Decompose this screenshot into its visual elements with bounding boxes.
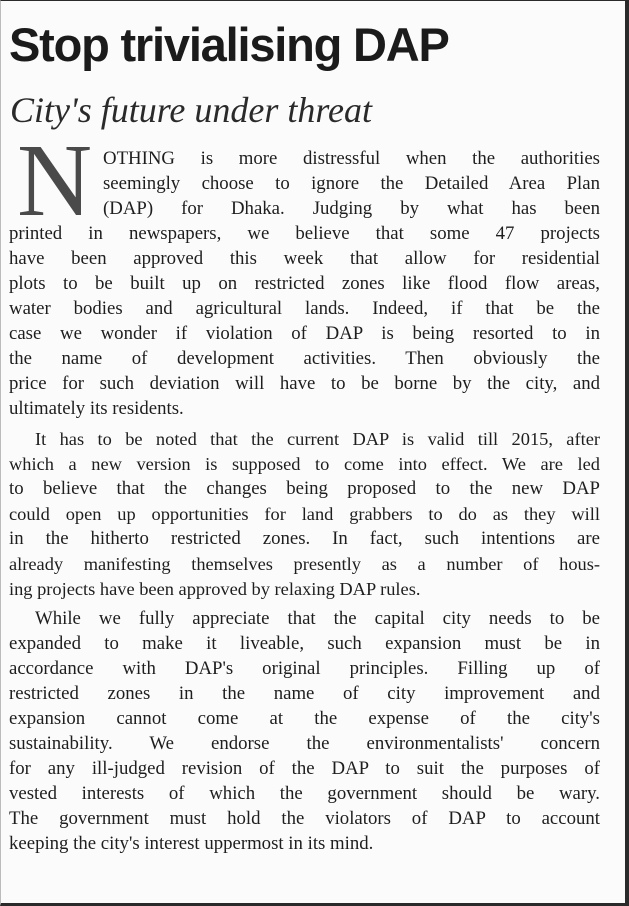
text-line: sustainability. We endorse the environmentalists' concern: [9, 733, 600, 754]
text-line: expansion cannot come at the expense of the city's: [9, 708, 600, 729]
text-line: case we wonder if violation of DAP is being resorted to in: [9, 323, 600, 344]
text-line: The government must hold the violators of DAP to account: [9, 808, 600, 829]
text-line: ultimately its residents.: [9, 398, 184, 419]
headline: Stop trivialising DAP: [9, 18, 449, 71]
text-line: expanded to make it liveable, such expansion must be in: [9, 633, 600, 654]
text-line: plots to be built up on restricted zones like flood flow areas,: [9, 273, 600, 294]
text-line: While we fully appreciate that the capital city needs to be: [35, 608, 600, 629]
text-line: to believe that the changes being proposed to the new DAP: [9, 478, 600, 499]
text-line: the name of development activities. Then obviously the: [9, 348, 600, 369]
text-line: ing projects have been approved by relaxing DAP rules.: [9, 579, 421, 599]
text-line: already manifesting themselves presently as a number of hous-: [9, 554, 600, 574]
text-line: in the hitherto restricted zones. In fact, such intentions are: [9, 528, 600, 549]
text-line: for any ill-judged revision of the DAP to suit the purposes of: [9, 758, 600, 779]
text-line: vested interests of which the government should be wary.: [9, 783, 600, 804]
text-line: which a new version is supposed to come into effect. We are led: [9, 454, 600, 474]
text-line: could open up opportunities for land grabbers to do as they will: [9, 504, 600, 524]
text-line: seemingly choose to ignore the Detailed Area Plan: [103, 173, 600, 194]
text-line: water bodies and agricultural lands. Indeed, if that be the: [9, 298, 600, 319]
text-line: have been approved this week that allow for residential: [9, 248, 600, 269]
text-line: It has to be noted that the current DAP is valid till 2015, after: [35, 429, 600, 449]
text-line: restricted zones in the name of city improvement and: [9, 683, 600, 704]
subhead: City's future under threat: [10, 90, 373, 130]
text-line: printed in newspapers, we believe that some 47 projects: [9, 223, 600, 244]
drop-cap: N: [17, 123, 93, 238]
text-line: accordance with DAP's original principles. Filling up of: [9, 658, 600, 679]
text-line: OTHING is more distressful when the authorities: [103, 148, 600, 169]
text-line: price for such deviation will have to be borne by the city, and: [9, 373, 600, 394]
text-line: (DAP) for Dhaka. Judging by what has been: [103, 198, 600, 219]
text-line: keeping the city's interest uppermost in its mind.: [9, 833, 374, 854]
